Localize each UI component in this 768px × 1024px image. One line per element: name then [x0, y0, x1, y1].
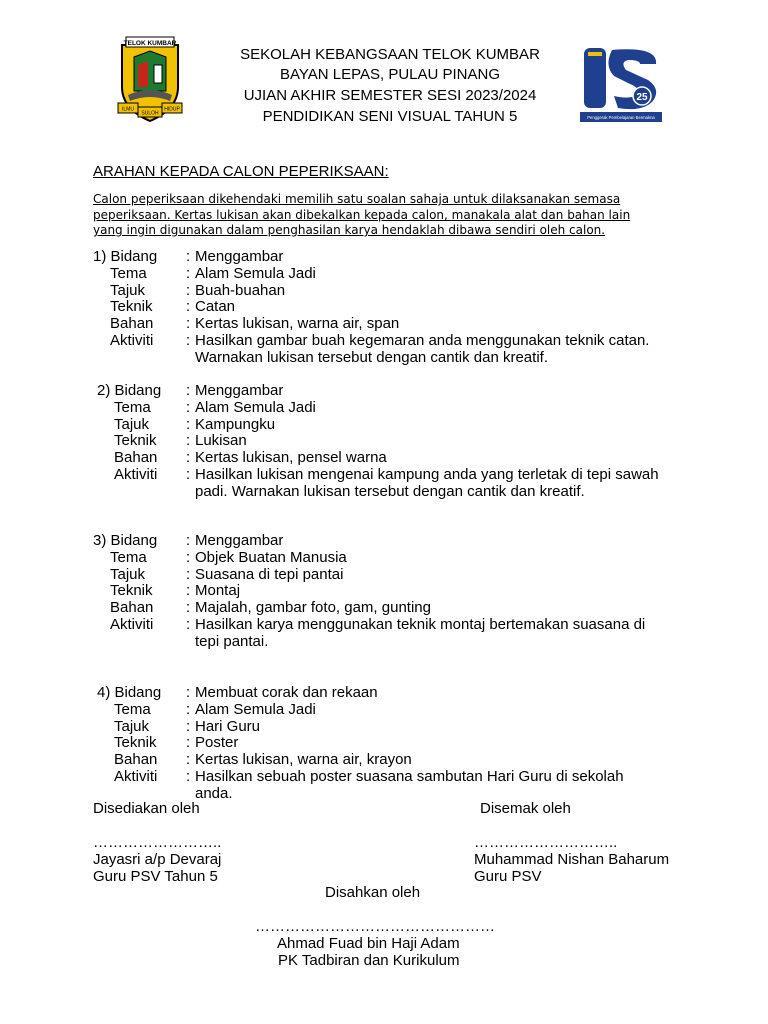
- bidang-value: Menggambar: [195, 248, 284, 265]
- field-value: Kertas lukisan, warna air, krayon: [195, 751, 412, 769]
- prepared-by-name: Jayasri a/p Devaraj: [93, 851, 222, 868]
- aktiviti-text-line: Warnakan lukisan tersebut dengan cantik dan kreatif.: [195, 348, 548, 366]
- field-value: Kertas lukisan, pensel warna: [195, 449, 387, 467]
- colon-separator: :: [186, 548, 191, 566]
- colon-separator: :: [186, 565, 191, 583]
- field-label: Teknik: [110, 298, 153, 316]
- field-label: Tajuk: [110, 565, 146, 583]
- field-label: Tajuk: [110, 281, 146, 299]
- bidang-value: Menggambar: [195, 382, 284, 399]
- reviewed-by-name: Muhammad Nishan Baharum: [474, 851, 670, 868]
- field-value: Lukisan: [195, 432, 247, 450]
- question-number-label: 3) Bidang: [93, 532, 158, 549]
- aktiviti-text-line: anda.: [195, 784, 233, 802]
- program-logo-badge: 25: [636, 92, 648, 103]
- field-label: Tema: [114, 700, 151, 718]
- instruction-line: yang ingin digunakan dalam penghasilan karya hendaklah dibawa sendiri oleh calon.: [93, 223, 606, 237]
- colon-separator: :: [186, 449, 191, 467]
- colon-separator: :: [186, 751, 191, 769]
- colon-separator: :: [186, 264, 191, 282]
- crest-ribbon-mid: SULOH: [141, 110, 159, 117]
- field-label: Teknik: [114, 734, 157, 752]
- reviewed-signature-line: ………………………..: [474, 834, 618, 851]
- reviewed-by-label: Disemak oleh: [480, 800, 571, 817]
- question-number-label: 2) Bidang: [97, 382, 162, 399]
- approved-by-title: PK Tadbiran dan Kurikulum: [278, 952, 460, 969]
- instructions-heading: ARAHAN KEPADA CALON PEPERIKSAAN:: [93, 163, 389, 180]
- approved-signature-line: …………………………………………: [255, 918, 495, 935]
- colon-separator: :: [186, 248, 191, 265]
- aktiviti-text-line: padi. Warnakan lukisan tersebut dengan cantik dan kreatif.: [195, 482, 585, 500]
- reviewed-by-title: Guru PSV: [474, 868, 542, 885]
- colon-separator: :: [186, 315, 191, 333]
- colon-separator: :: [186, 700, 191, 718]
- field-label: Tajuk: [114, 717, 150, 735]
- field-label: Bahan: [110, 315, 154, 333]
- field-label: Tajuk: [114, 415, 150, 433]
- aktiviti-text-line: Hasilkan sebuah poster suasana sambutan Hari Guru di sekolah: [195, 768, 624, 785]
- field-label: Bahan: [114, 449, 158, 467]
- aktiviti-text-line: Hasilkan gambar buah kegemaran anda menggunakan teknik catan.: [195, 332, 650, 349]
- colon-separator: :: [186, 382, 191, 399]
- subject-title: PENDIDIKAN SENI VISUAL TAHUN 5: [262, 108, 518, 125]
- program-logo: [578, 40, 664, 126]
- field-value: Objek Buatan Manusia: [195, 548, 347, 566]
- colon-separator: :: [186, 717, 191, 735]
- field-value: Kampungku: [195, 415, 276, 433]
- field-value: Montaj: [195, 582, 241, 600]
- colon-separator: :: [186, 684, 191, 701]
- field-value: Poster: [195, 734, 239, 752]
- crest-ribbon-left: ILMU: [122, 106, 134, 113]
- field-value: Catan: [195, 298, 236, 316]
- aktiviti-label: Aktiviti: [114, 466, 158, 483]
- prepared-by-label: Disediakan oleh: [93, 800, 200, 817]
- field-label: Bahan: [110, 599, 154, 617]
- aktiviti-label: Aktiviti: [114, 768, 158, 785]
- prepared-signature-line: ……………………..: [93, 834, 222, 851]
- field-label: Tema: [110, 264, 147, 282]
- field-value: Alam Semula Jadi: [195, 700, 316, 718]
- approved-by-name: Ahmad Fuad bin Haji Adam: [277, 935, 460, 952]
- field-label: Tema: [114, 398, 151, 416]
- colon-separator: :: [186, 616, 191, 633]
- school-crest-logo: [114, 35, 186, 127]
- colon-separator: :: [186, 332, 191, 349]
- field-value: Alam Semula Jadi: [195, 398, 316, 416]
- instruction-line: Calon peperiksaan dikehendaki memilih satu soalan sahaja untuk dilaksanakan semasa: [93, 192, 621, 206]
- school-name: SEKOLAH KEBANGSAAN TELOK KUMBAR: [240, 46, 540, 63]
- aktiviti-text-line: Hasilkan lukisan mengenai kampung anda yang terletak di tepi sawah: [195, 466, 659, 483]
- colon-separator: :: [186, 432, 191, 450]
- field-value: Suasana di tepi pantai: [195, 565, 344, 583]
- question-number-label: 4) Bidang: [97, 684, 162, 701]
- colon-separator: :: [186, 398, 191, 416]
- bidang-value: Membuat corak dan rekaan: [195, 684, 378, 701]
- colon-separator: :: [186, 466, 191, 483]
- colon-separator: :: [186, 582, 191, 600]
- colon-separator: :: [186, 768, 191, 785]
- field-label: Tema: [110, 548, 147, 566]
- field-value: Majalah, gambar foto, gam, gunting: [195, 599, 431, 617]
- aktiviti-label: Aktiviti: [110, 616, 154, 633]
- prepared-by-title: Guru PSV Tahun 5: [93, 868, 218, 885]
- instruction-line: peperiksaan. Kertas lukisan akan dibekalkan kepada calon, manakala alat dan bahan lain: [93, 208, 631, 222]
- field-value: Alam Semula Jadi: [195, 264, 316, 282]
- colon-separator: :: [186, 298, 191, 316]
- aktiviti-label: Aktiviti: [110, 332, 154, 349]
- field-value: Kertas lukisan, warna air, span: [195, 315, 400, 333]
- question-number-label: 1) Bidang: [93, 248, 158, 265]
- colon-separator: :: [186, 532, 191, 549]
- approved-by-label: Disahkan oleh: [325, 884, 421, 901]
- program-logo-caption: Penggerak Pembelajaran Bermakna: [587, 115, 655, 120]
- colon-separator: :: [186, 734, 191, 752]
- school-location: BAYAN LEPAS, PULAU PINANG: [279, 66, 501, 83]
- field-label: Bahan: [114, 751, 158, 769]
- field-label: Teknik: [114, 432, 157, 450]
- field-label: Teknik: [110, 582, 153, 600]
- bidang-value: Menggambar: [195, 532, 284, 549]
- crest-ribbon-right: HIDUP: [164, 106, 180, 113]
- field-value: Hari Guru: [195, 717, 261, 735]
- aktiviti-text-line: tepi pantai.: [195, 632, 269, 650]
- colon-separator: :: [186, 415, 191, 433]
- exam-session: UJIAN AKHIR SEMESTER SESI 2023/2024: [243, 87, 537, 104]
- colon-separator: :: [186, 281, 191, 299]
- field-value: Buah-buahan: [195, 281, 286, 299]
- colon-separator: :: [186, 599, 191, 617]
- crest-banner-text: TELOK KUMBAR: [123, 40, 177, 47]
- aktiviti-text-line: Hasilkan karya menggunakan teknik montaj bertemakan suasana di: [195, 616, 646, 633]
